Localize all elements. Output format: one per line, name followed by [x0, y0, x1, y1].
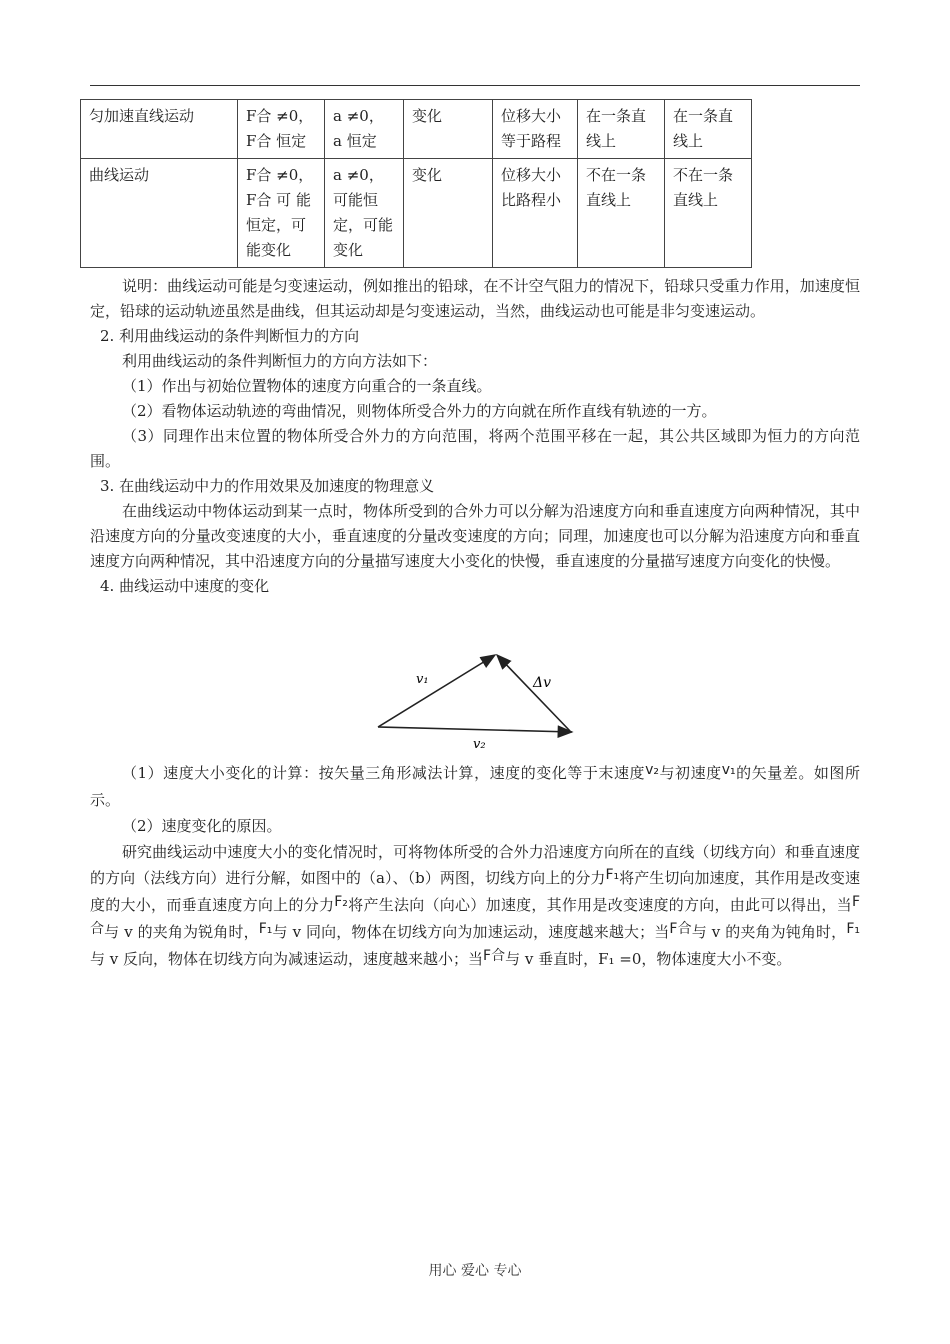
- text-run: 将产生切向加速度，其作用是改变速度的大小，而垂直速度方向上的分力: [90, 869, 860, 914]
- list-item: （3）同理作出末位置的物体所受合外力的方向范围，将两个范围平移在一起，其公共区域即为恒力的方向范围。: [90, 427, 860, 470]
- fhe-symbol: F合: [669, 921, 692, 937]
- f1-equals-zero: F₁ =0: [598, 950, 642, 968]
- text-run: 研究曲线运动中速度大小的变化情况时，可将物体所受的合外力沿速度方向所在的直线（切线方向）和垂直速度的方向（法线方向）进行分解，如图中的（a）、（b）两图，切线方向上的分力: [90, 843, 860, 887]
- paragraph: 在曲线运动中物体运动到某一点时，物体所受到的合外力可以分解为沿速度方向和垂直速度方向两种情况，其中沿速度方向的分量改变速度的大小，垂直速度的分量改变速度的方向；同理，加速度也可以分解为沿速度方向和垂直速度方向两种情况，其中沿速度方向的分量描写速度大小变化的快慢，垂直速度的分量描写速度方向变化的快慢。: [90, 502, 860, 570]
- f1-symbol: F₁: [846, 921, 861, 937]
- paragraph: [90, 839, 860, 973]
- delta-v-arrow: [497, 655, 570, 731]
- table-cell: 曲线运动: [81, 159, 238, 268]
- text-run: 与 v 的夹角为钝角时，: [691, 923, 847, 941]
- f1-symbol: F₁: [258, 921, 273, 937]
- v1-symbol: v₁: [721, 762, 736, 778]
- paragraph: 说明：曲线运动可能是匀变速运动，例如推出的铅球，在不计空气阻力的情况下，铅球只受重力作用，加速度恒定，铅球的运动轨迹虽然是曲线，但其运动却是匀变速运动，当然，曲线运动也可能是非匀变速运动。: [90, 277, 860, 320]
- motion-comparison-table: [80, 99, 752, 268]
- f1-symbol: F₁: [605, 867, 620, 883]
- header-rule: [90, 85, 860, 86]
- text-run: 与初速度: [658, 764, 722, 782]
- paragraph: （2）速度变化的原因。: [122, 817, 282, 835]
- section-heading: 2. 利用曲线运动的条件判断恒力的方向: [100, 327, 360, 345]
- force-line: F合 可 能恒定，可能变化: [246, 191, 311, 259]
- delta-v-label: Δv: [533, 675, 552, 691]
- v2-label: v₂: [473, 737, 486, 752]
- force-line: F合 ≠0，: [246, 166, 314, 184]
- main-text: [90, 274, 860, 599]
- table-cell: a ≠0，可能恒定，可能变化: [325, 159, 404, 268]
- list-item: （1）作出与初始位置物体的速度方向重合的一条直线。: [122, 377, 492, 395]
- body-text: [90, 760, 860, 973]
- text-run: （1）速度大小变化的计算：按矢量三角形减法计算，速度的变化等于末速度: [122, 764, 646, 782]
- table-cell: 不在一条直线上: [665, 159, 752, 268]
- table-cell: 位移大小等于路程: [493, 100, 578, 159]
- fhe-symbol: F合: [483, 948, 506, 964]
- text-run: 将产生法向（向心）加速度，其作用是改变速度的方向，由此可以得出，当: [347, 896, 852, 914]
- table-row: [81, 100, 752, 159]
- v1-arrow: [378, 655, 495, 727]
- text-run: 与 v 同向，物体在切线方向为加速运动，速度越来越大；当: [272, 923, 670, 941]
- velocity-triangle-figure: [370, 645, 585, 755]
- force-line: F合 恒定: [246, 132, 307, 150]
- table-cell: 不在一条直线上: [578, 159, 665, 268]
- table-cell: [238, 159, 325, 268]
- table-cell: 在一条直线上: [665, 100, 752, 159]
- table-cell: 变化: [404, 159, 493, 268]
- table-cell: 位移大小比路程小: [493, 159, 578, 268]
- force-line: F合 ≠0，: [246, 107, 314, 125]
- v1-label: v₁: [416, 672, 429, 687]
- paragraph: 利用曲线运动的条件判断恒力的方向方法如下：: [122, 352, 438, 370]
- table-row: [81, 159, 752, 268]
- table-cell: a ≠0， a 恒定: [325, 100, 404, 159]
- v2-arrow: [378, 727, 572, 732]
- table-cell: 变化: [404, 100, 493, 159]
- paragraph: [90, 760, 860, 813]
- table-cell: 在一条直线上: [578, 100, 665, 159]
- text-run: 的矢量差。如图所示。: [90, 764, 860, 809]
- section-heading: 3. 在曲线运动中力的作用效果及加速度的物理意义: [100, 477, 435, 495]
- text-run: 与 v 垂直时，: [505, 950, 599, 968]
- fhe-symbol: F合: [90, 894, 860, 937]
- f2-symbol: F₂: [334, 894, 348, 910]
- page-footer: 用心 爱心 专心: [428, 1263, 522, 1279]
- list-item: （2）看物体运动轨迹的弯曲情况，则物体所受合外力的方向就在所作直线有轨迹的一方。: [122, 402, 717, 420]
- text-run: 与 v 的夹角为锐角时，: [104, 923, 259, 941]
- table-cell: [238, 100, 325, 159]
- table-cell: 匀加速直线运动: [81, 100, 238, 159]
- text-run: ，物体速度大小不变。: [641, 950, 792, 968]
- section-heading: 4. 曲线运动中速度的变化: [100, 577, 270, 595]
- v2-symbol: v₂: [645, 762, 659, 778]
- text-run: 与 v 反向，物体在切线方向为减速运动，速度越来越小；当: [90, 950, 484, 968]
